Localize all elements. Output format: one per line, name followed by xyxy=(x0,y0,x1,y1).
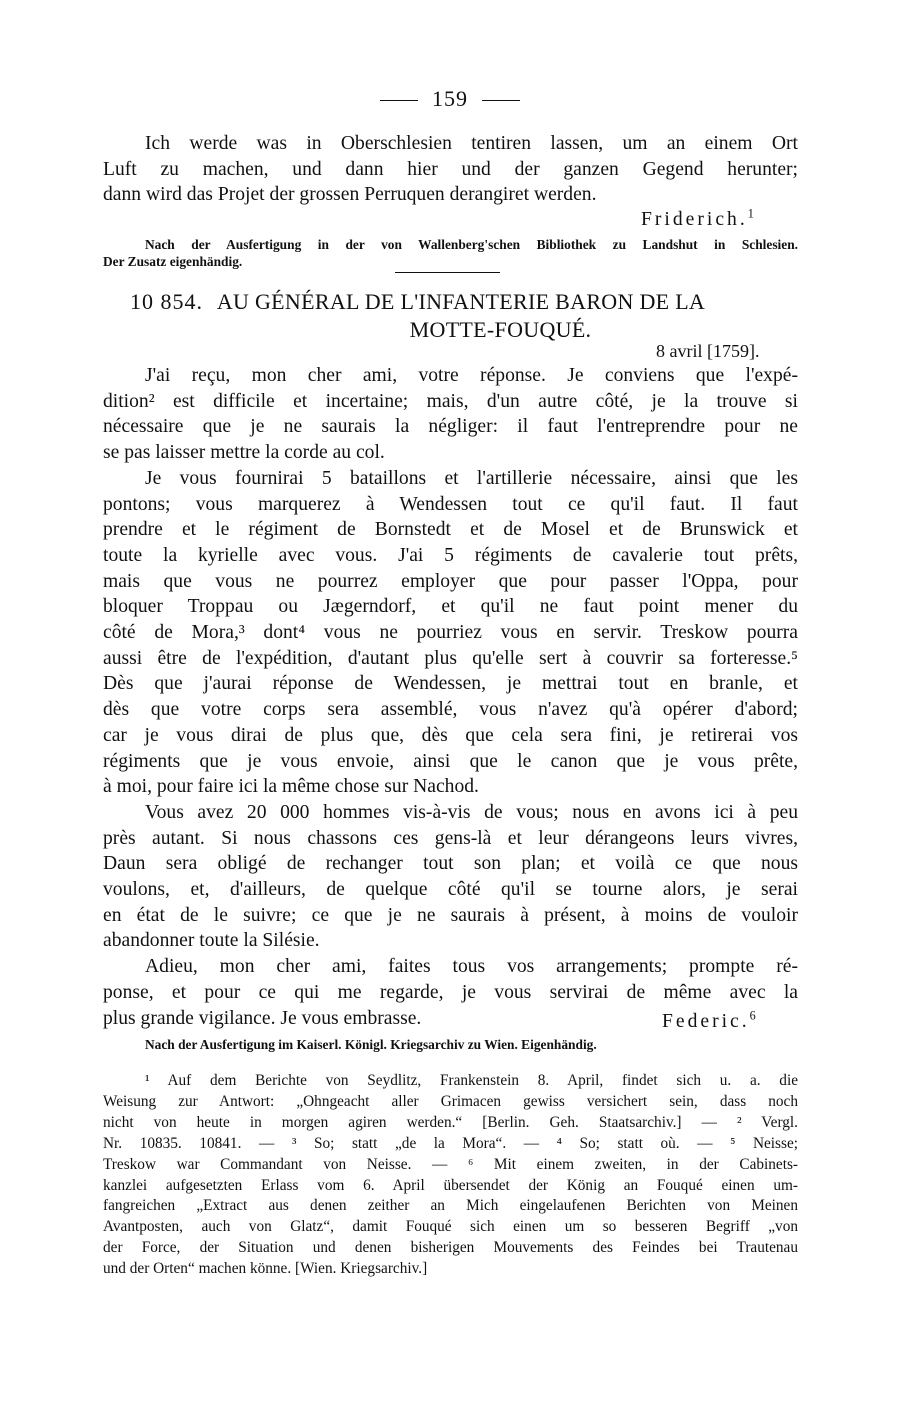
footnote-line: und der Orten“ machen könne. [Wien. Kriegsarchiv.] xyxy=(103,1260,428,1278)
text-line: se pas laisser mettre la corde au col. xyxy=(103,442,385,464)
footnote-ref: 1 xyxy=(747,206,757,221)
letter2-source: Nach der Ausfertigung im Kaiserl. Königl. Kriegsarchiv zu Wien. Eigenhändig. xyxy=(145,1037,597,1052)
text-line: Luft zu machen, und dann hier und der ganzen Gegend herunter; xyxy=(103,158,798,180)
text-line: pontons; vous marquerez à Wendessen tout ce qu'il faut. Il faut xyxy=(103,493,798,515)
text-line: en état de le suivre; ce que je ne saurais à présent, à moins de vouloir xyxy=(103,904,798,926)
text-line: à moi, pour faire ici la même chose sur Nachod. xyxy=(103,776,479,798)
text-line: J'ai reçu, mon cher ami, votre réponse. Je conviens que l'expé- xyxy=(145,365,798,386)
footnotes xyxy=(103,1071,798,1280)
letter2-signature xyxy=(662,1008,759,1033)
footnote-line: kanzlei aufgesetzten Erlass vom 6. April übersendet der König an Fouqué einen um- xyxy=(103,1176,798,1194)
paragraph-1 xyxy=(103,363,798,466)
letter1-paragraph xyxy=(103,131,798,208)
footnote-line: fangreichen „Extract aus denen zeither an Mich eingelaufenen Berichten von Meinen xyxy=(103,1197,798,1215)
text-line: prendre et le régiment de Bornstedt et de Mosel et de Brunswick et xyxy=(103,519,798,541)
letter1-signature xyxy=(641,206,757,231)
letter-number: 10 854. xyxy=(130,289,203,314)
text-line: voulons, et, d'ailleurs, de quelque côté qu'il se tourne alors, je serai xyxy=(103,879,798,901)
text-line: dann wird das Projet der grossen Perruquen derangiret werden. xyxy=(103,184,597,206)
text-line: Daun sera obligé de rechanger tout son plan; et voilà ce que nous xyxy=(103,853,798,875)
text-line: bloquer Troppau ou Jægerndorf, et qu'il ne faut point mener du xyxy=(103,596,798,618)
page-number: 159 xyxy=(432,86,468,111)
text-line: plus grande vigilance. Je vous embrasse. xyxy=(103,1007,422,1029)
page-header xyxy=(0,86,900,112)
text-line: abandonner toute la Silésie. xyxy=(103,930,320,952)
heading-line2: MOTTE-FOUQUÉ. xyxy=(409,317,592,342)
signature-text: Friderich. xyxy=(641,209,748,230)
signature-text: Federic. xyxy=(662,1011,750,1032)
footnote-line: Avantposten, auch von Glatz“, damit Fouqué sich einen um so besseren Begriff „von xyxy=(103,1218,798,1236)
letter1-source-line2: Der Zusatz eigenhändig. xyxy=(103,254,243,269)
footnote-ref: 6 xyxy=(749,1008,759,1023)
text-line: Dès que j'aurai réponse de Wendessen, je mettrai tout en branle, et xyxy=(103,673,798,695)
text-line: régiments que je vous envoie, ainsi que le canon que je vous prête, xyxy=(103,750,798,772)
footnote-line: der Force, der Situation und denen bisherigen Mouvements des Feindes bei Trautenau xyxy=(103,1239,798,1257)
letter2-body xyxy=(103,363,798,1031)
text-line: Adieu, mon cher ami, faites tous vos arrangements; prompte ré- xyxy=(145,956,798,978)
heading-line1: AU GÉNÉRAL DE L'INFANTERIE BARON DE LA xyxy=(216,289,706,314)
text-line: ponse, et pour ce qui me regarde, je vous servirai de même avec la xyxy=(103,981,798,1003)
header-dash-right xyxy=(482,100,520,101)
text-line: aussi être de l'expédition, d'autant plus qu'elle sert à couvrir sa forteresse.⁵ xyxy=(103,647,798,669)
text-line: Je vous fournirai 5 bataillons et l'artillerie nécessaire, ainsi que les xyxy=(145,467,798,489)
text-line: nécessaire que je ne saurais la négliger: il faut l'entreprendre pour ne xyxy=(103,416,798,438)
letter1-source-line1: Nach der Ausfertigung in der von Wallenberg'schen Bibliothek zu Landshut in Schlesien. xyxy=(145,237,798,252)
footnote-line: Treskow war Commandant von Neisse. — ⁶ Mit einem zweiten, in der Cabinets- xyxy=(103,1155,798,1173)
text-line: Ich werde was in Oberschlesien tentiren lassen, um an einem Ort xyxy=(145,133,798,154)
header-dash-left xyxy=(380,100,418,101)
text-line: toute la kyrielle avec vous. J'ai 5 régiments de cavalerie tout prêts, xyxy=(103,544,798,566)
text-line: dition² est difficile et incertaine; mais, d'un autre côté, je la trouve si xyxy=(103,390,798,412)
footnote-line: Weisung zur Antwort: „Ohngeacht aller Grimacen gewiss versichert sein, dass noch xyxy=(103,1092,798,1110)
letter2-heading xyxy=(103,289,798,343)
text-line: car je vous dirai de plus que, dès que cela sera fini, je retirerai vos xyxy=(103,724,798,746)
text-line: près autant. Si nous chassons ces gens-là et leur dérangeons leurs vivres, xyxy=(103,827,798,849)
footnote-line: nicht von heute in morgen agiren werden.“ [Berlin. Geh. Staatsarchiv.] — ² Vergl. xyxy=(103,1113,798,1131)
text-line: dès que votre corps sera assemblé, vous n'avez qu'à opérer d'abord; xyxy=(103,699,798,721)
text-line: Vous avez 20 000 hommes vis-à-vis de vous; nous en avons ici à peu xyxy=(145,801,798,823)
footnote-line: ¹ Auf dem Berichte von Seydlitz, Frankenstein 8. April, findet sich u. a. die xyxy=(145,1072,798,1089)
paragraph-3 xyxy=(103,800,798,954)
text-line: mais que vous ne pourrez employer que pour passer l'Oppa, pour xyxy=(103,570,798,592)
paragraph-2 xyxy=(103,466,798,800)
letter1-body xyxy=(103,131,798,208)
separator-rule xyxy=(395,272,500,273)
footnote-line: Nr. 10835. 10841. — ³ So; statt „de la Mora“. — ⁴ So; statt où. — ⁵ Neisse; xyxy=(103,1134,798,1152)
text-line: côté de Mora,³ dont⁴ vous ne pourriez vous en servir. Treskow pourra xyxy=(103,622,798,644)
letter2-date: 8 avril [1759]. xyxy=(656,341,760,361)
